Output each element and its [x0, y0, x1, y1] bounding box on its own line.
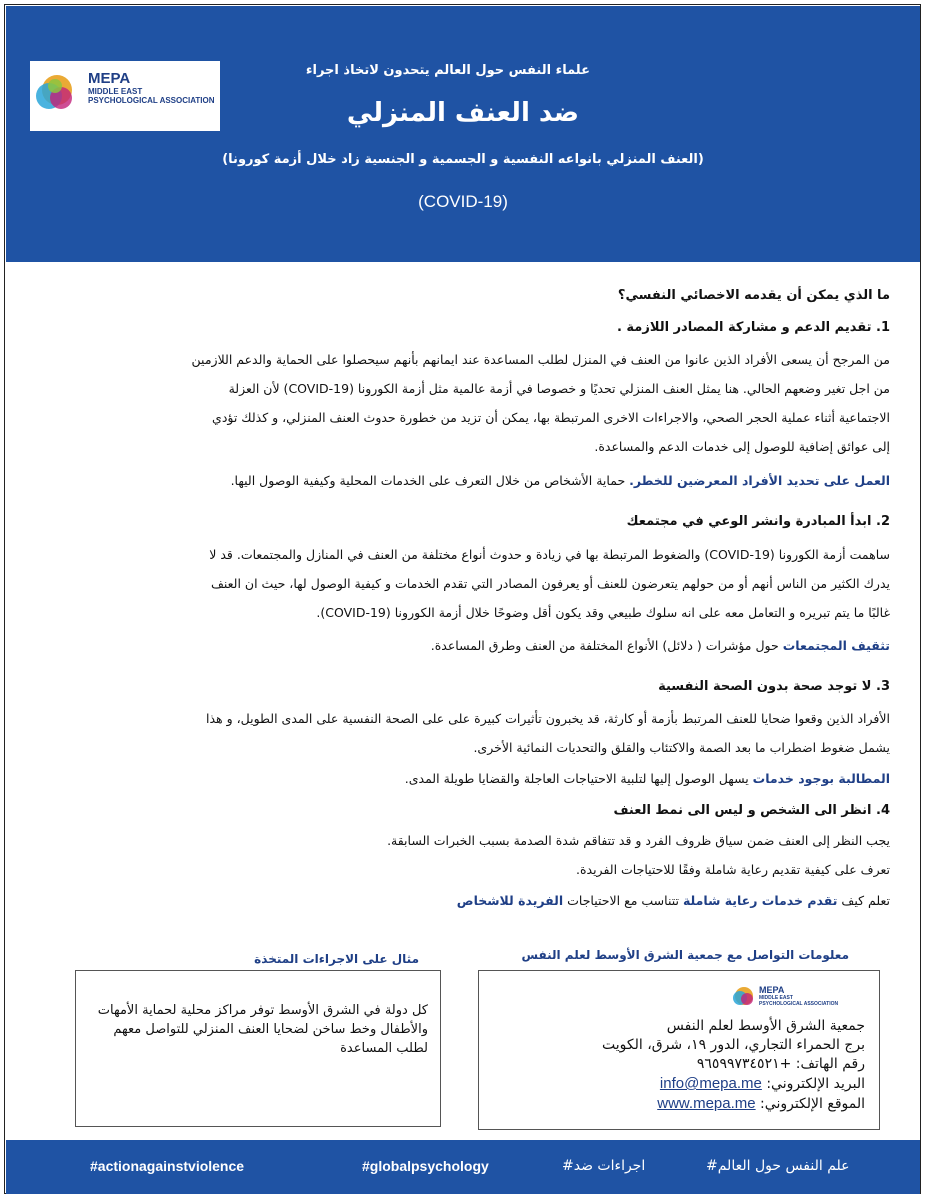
section-4-line: يجب النظر إلى العنف ضمن سياق ظروف الفرد و قد تتفاقم شدة الصدمة بسبب الخبرات السابقة. [387, 833, 890, 848]
section-1-line: الاجتماعية أثناء عملية الحجر الصحي، والاجراءات الاخرى المرتبطة بها، يمكن أن تزيد من خطورة حدوث العنف المنزلي، و كذلك تؤدي [212, 410, 890, 425]
section-4-line: تعرف على كيفية تقديم رعاية شاملة وفقًا للاحتياجات الفريدة. [575, 862, 890, 877]
header-banner [6, 6, 920, 262]
contact-email-row [495, 1074, 865, 1094]
section-3-rest: يسهل الوصول إليها لتلبية الاحتياجات العاجلة والقضايا طويلة المدى. [404, 771, 753, 786]
contact-address: برج الحمراء التجاري، الدور ١٩، شرق، الكويت [602, 1037, 865, 1053]
section-4-mid: تتناسب مع الاحتياجات [563, 893, 683, 908]
page-title: ضد العنف المنزلي [346, 98, 580, 128]
section-1-highlight: العمل على تحديد الأفراد المعرضين للخطر. [629, 473, 890, 488]
contact-org: جمعية الشرق الأوسط لعلم النفس [666, 1018, 865, 1034]
contact-box [478, 970, 880, 1130]
contact-phone: +٩٦٥٩٩٧٣٤٥٢١ [696, 1056, 792, 1072]
header-subtitle: (العنف المنزلي بانواعه النفسية و الجسمية و الجنسية زاد خلال أزمة كورونا) [222, 152, 704, 167]
section-2-body [35, 540, 890, 627]
contact-web-link[interactable]: www.mepa.me [657, 1095, 756, 1112]
section-4-highlight-1: تقدم خدمات رعاية شاملة [682, 893, 838, 908]
contact-web-row [495, 1094, 865, 1114]
hashtag-psychology-world: علم النفس حول العالم# [706, 1158, 850, 1174]
logo-circle-green [48, 79, 62, 93]
section-2-rest: حول مؤشرات ( دلائل) الأنواع المختلفة من العنف وطرق المساعدة. [430, 638, 783, 653]
section-2-line: غالبًا ما يتم تبريره و التعامل معه على انه سلوك طبيعي وقد يكون أقل وضوحًا خلال أزمة الكورونا (COVID-19). [316, 605, 890, 620]
section-1-line: من المرجح أن يسعى الأفراد الذين عانوا من العنف في المنزل لطلب المساعدة عند ايمانهم بأنهم سيحصلوا على الحماية والدعم اللازمين [191, 352, 890, 367]
section-1-rest: حماية الأشخاص من خلال التعرف على الخدمات المحلية وكيفية الوصول اليها. [230, 473, 630, 488]
section-1-line: من اجل تغير وضعهم الحالي. هنا يمثل العنف المنزلي تحديًا و خصوصا في أزمة عالمية مثل أزمة الكورونا (COVID-19) لأن العزلة [228, 381, 890, 396]
section-3-title: 3. لا توجد صحة بدون الصحة النفسية [658, 679, 890, 694]
section-2-action [35, 638, 890, 653]
contact-email-label: البريد الإلكتروني: [761, 1076, 865, 1092]
contact-email-link[interactable]: info@mepa.me [659, 1075, 762, 1092]
section-2-title: 2. ابدأ المبادرة وانشر الوعي في مجتمعك [626, 514, 890, 529]
header-covid: (COVID-19) [418, 192, 508, 211]
section-4-highlight-2: الفريدة للاشخاص [456, 893, 564, 908]
footer-banner [6, 1140, 920, 1194]
section-3-line: يشمل ضغوط اضطراب ما بعد الصمة والاكتئاب والقلق والتحديات النمائية الأخرى. [473, 740, 890, 755]
hashtag-action-against: اجراءات ضد# [562, 1158, 646, 1174]
contact-logo-line1: MIDDLE EAST [759, 995, 793, 1001]
contact-logo-line2: PSYCHOLOGICAL ASSOCIATION [759, 1001, 839, 1007]
contact-heading: معلومات التواصل مع جمعية الشرق الأوسط لعلم النفس [521, 948, 849, 962]
contact-phone-label: رقم الهاتف: [791, 1056, 865, 1072]
section-2-line: ساهمت أزمة الكورونا (COVID-19) والضغوط المرتبطة بها في زيادة و حدوث أنواع مختلفة من العنف في المنازل والمجتمعات. قد لا [209, 547, 890, 562]
contact-logo-name: MEPA [759, 985, 785, 995]
section-3-highlight: المطالبة بوجود خدمات [752, 771, 890, 786]
section-3-line: الأفراد الذين وقعوا ضحايا للعنف المرتبط بأزمة أو كارثة، قد يخبرون تأثيرات كبيرة على على الصحة النفسية على المدى الطويل، و هذا [205, 711, 890, 726]
section-2-line: يدرك الكثير من الناس أنهم أو من حولهم يتعرضون للعنف أو يعرفون المصادر التي تقدم الخدمات و كيفية الوصول لها، حيث ان العنف [210, 576, 890, 591]
section-1-title: 1. تقديم الدعم و مشاركة المصادر اللازمة . [616, 320, 890, 335]
section-4-title: 4. انظر الى الشخص و ليس الى نمط العنف [613, 803, 890, 818]
logo-line1: MIDDLE EAST [88, 87, 143, 96]
example-text: كل دولة في الشرق الأوسط توفر مراكز محلية لحماية الأمهات والأطفال وخط ساخن لضحايا العنف المنزلي للتواصل معهم لطلب المساعدة [97, 1003, 428, 1056]
hashtag-actionagainstviolence: #actionagainstviolence [90, 1158, 245, 1174]
section-1-action [35, 473, 890, 488]
section-4-action [35, 893, 890, 908]
logo-name: MEPA [88, 70, 131, 87]
logo-line2: PSYCHOLOGICAL ASSOCIATION [88, 96, 215, 105]
section-4-body [35, 826, 890, 884]
section-3-body [35, 704, 890, 762]
section-2-highlight: تثقيف المجتمعات [782, 638, 890, 653]
contact-web-label: الموقع الإلكتروني: [755, 1096, 865, 1112]
example-box [75, 970, 441, 1127]
contact-logo [733, 983, 843, 1009]
section-4-pre: تعلم كيف [837, 893, 890, 908]
contact-phone-row [495, 1055, 865, 1074]
header-tagline: علماء النفس حول العالم يتحدون لاتخاذ اجراء [305, 63, 590, 78]
section-1-body [35, 345, 890, 461]
section-3-action [35, 771, 890, 786]
contact-logo-magenta [741, 993, 753, 1005]
main-question: ما الذي يمكن أن يقدمه الاخصائي النفسي؟ [617, 288, 890, 303]
contact-details [495, 1017, 865, 1114]
example-heading: مثال على الاجراءات المتخذة [254, 952, 419, 966]
contact-logo-text [759, 985, 838, 1007]
hashtag-globalpsychology: #globalpsychology [362, 1158, 489, 1174]
section-1-line: إلى عوائق إضافية للوصول إلى خدمات الدعم والمساعدة. [594, 439, 890, 454]
